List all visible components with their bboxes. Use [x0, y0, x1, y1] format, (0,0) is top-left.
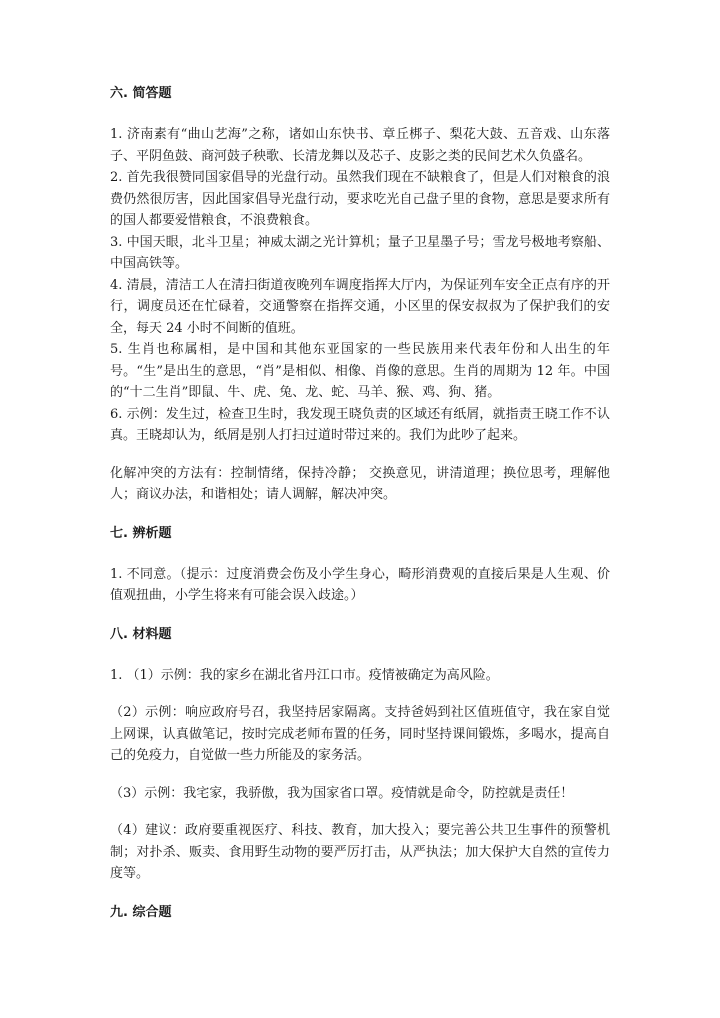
section-title-material: 八. 材料题	[110, 626, 172, 642]
section-title-analysis: 七. 辨析题	[110, 525, 172, 541]
answer-item-8-1: 1. （1）示例：我的家乡在湖北省丹江口市。疫情被确定为高风险。	[110, 667, 499, 683]
answer-item-6-4: 4. 清晨，清洁工人在清扫街道夜晚列车调度指挥大厅内，为保证列车安全正点有序的开行，调度员还在忙碌着，交通警察在指挥交通，小区里的保安叔叔为了保护我们的安全，每天 24 小时不间断的值班。	[110, 277, 610, 336]
answer-item-8-4: （4）建议：政府要重视医疗、科技、教育，加大投入；要完善公共卫生事件的预警机制；对扑杀、贩卖、食用野生动物的要严厉打击，从严执法；加大保护大自然的宣传力度等。	[110, 823, 610, 881]
answer-item-6-3: 3. 中国天眼，北斗卫星；神威太湖之光计算机；量子卫星墨子号；雪龙号极地考察船、中国高铁等。	[110, 234, 610, 271]
answer-item-6-2: 2. 首先我很赞同国家倡导的光盘行动。虽然我们现在不缺粮食了，但是人们对粮食的浪费仍然很厉害，因此国家倡导光盘行动，要求吃光自己盘子里的食物，意思是要求所有的国人都要爱惜粮食，不浪费粮食。	[110, 170, 610, 228]
section-title-comprehensive: 九. 综合题	[110, 904, 172, 920]
section-title-short-answer: 六. 简答题	[110, 86, 172, 101]
conflict-resolution-methods: 化解冲突的方法有：控制情绪，保持冷静； 交换意见，讲清道理；换位思考，理解他人；商议办法，和谐相处；请人调解，解决冲突。	[110, 465, 610, 502]
document-page	[110, 84, 610, 923]
answer-item-8-2: （2）示例：响应政府号召，我坚持居家隔离。支持爸妈到社区值班值守，我在家自觉上网课，认真做笔记，按时完成老师布置的任务，同时坚持课间锻炼，多喝水，提高自己的免疫力，自觉做一些力所能及的家务活。	[110, 705, 610, 763]
answer-item-7-1: 1. 不同意。（提示：过度消费会伤及小学生身心，畸形消费观的直接后果是人生观、价值观扭曲，小学生将来有可能会误入歧途。）	[110, 566, 610, 603]
answer-item-8-3: （3）示例：我宅家，我骄傲，我为国家省口罩。疫情就是命令，防控就是责任！	[110, 785, 574, 801]
answer-item-6-1: 1. 济南素有“曲山艺海”之称，诸如山东快书、章丘梆子、梨花大鼓、五音戏、山东落子、平阴鱼鼓、商河鼓子秧歌、长清龙舞以及芯子、皮影之类的民间艺术久负盛名。	[110, 127, 610, 164]
answer-item-6-6: 6. 示例：发生过，检查卫生时，我发现王晓负责的区域还有纸屑，就指责王晓工作不认真。王晓却认为，纸屑是别人打扫过道时带过来的。我们为此吵了起来。	[110, 406, 610, 443]
answer-item-6-5: 5. 生肖也称属相，是中国和其他东亚国家的一些民族用来代表年份和人出生的年号。“生”是出生的意思，“肖”是相似、相像、肖像的意思。生肖的周期为 12 年。中国的“十二生肖”即鼠、牛、虎、兔、龙、蛇、马羊、猴、鸡、狗、猪。	[110, 342, 610, 400]
